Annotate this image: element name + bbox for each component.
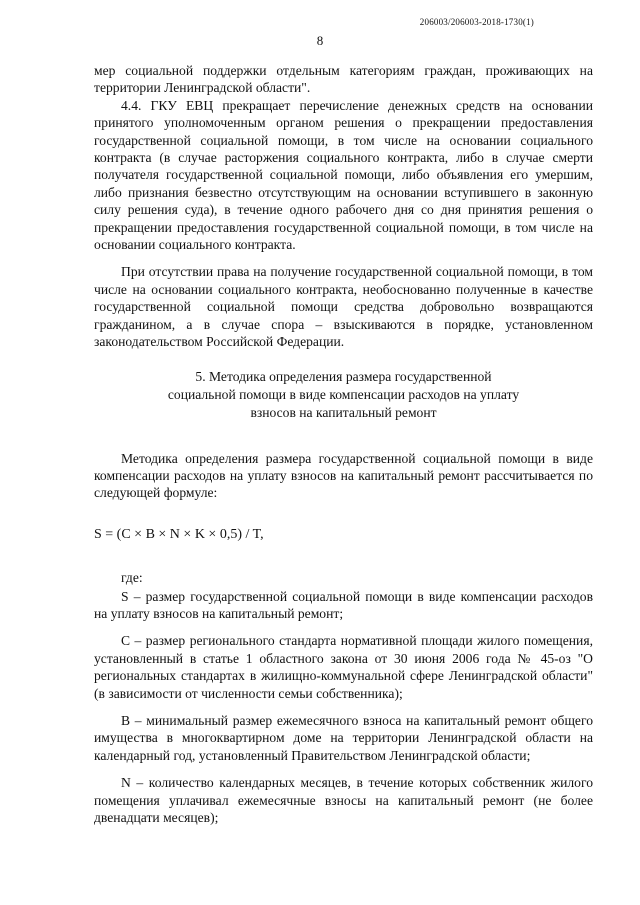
document-body [94, 62, 593, 826]
formula: S = (C × B × N × K × 0,5) / T, [94, 526, 264, 542]
section-5-heading [94, 368, 593, 422]
where-label: где: [121, 570, 143, 586]
definition-c: С – размер регионального стандарта нормативной площади жилого помещения, установленный в статье 1 областного закона от 30 июня 2006 года № 45-оз "О региональных стандартах в жилищно-коммунальной сфере Ленинградской области" (в зависимости от численности семьи собственника); [94, 633, 593, 701]
paragraph-continuation: мер социальной поддержки отдельным категориям граждан, проживающих на территории Ленинградской области". [94, 63, 593, 96]
paragraph-absence-of-right: При отсутствии права на получение государственной социальной помощи, в том числе на основании социального контракта, необоснованно полученные в качестве государственной социальной помощи средства добровольно возвращаются гражданином, а в случае спора – взыскиваются в порядке, установленном законодательством Российской Федерации. [94, 264, 593, 350]
section-heading-line-1: 5. Методика определения размера государственной [195, 368, 492, 384]
definition-b: В – минимальный размер ежемесячного взноса на капитальный ремонт общего имущества в многоквартирном доме на территории Ленинградской области на календарный год, установленный Правительством Ленинградской области; [94, 712, 593, 763]
definition-n: N – количество календарных месяцев, в течение которых собственник жилого помещения уплачивал ежемесячные взносы на капитальный ремонт (не более двенадцати месяцев); [94, 775, 593, 825]
section-heading-line-2: социальной помощи в виде компенсации расходов на уплату [167, 386, 520, 402]
paragraph-methodology-intro: Методика определения размера государственной социальной помощи в виде компенсации расходов на уплату взносов на капитальный ремонт рассчитывается по следующей формуле: [94, 450, 593, 501]
document-stamp: 206003/206003-2018-1730(1) [419, 17, 534, 27]
paragraph-4-4: 4.4. ГКУ ЕВЦ прекращает перечисление денежных средств на основании принятого уполномоченным органом решения о прекращении предоставления государственной социальной помощи, в том числе на основании социального контракта (в случае расторжения социального контракта, либо в случае смерти получателя государственной социальной помощи, либо объявления его умершим, либо признания безвестно отсутствующим на основании вступившего в законную силу решения суда), в течение одного рабочего дня со дня принятия решения о прекращении предоставления государственной социальной помощи, в том числе на основании социального контракта. [94, 97, 593, 253]
definition-s: S – размер государственной социальной помощи в виде компенсации расходов на уплату взносов на капитальный ремонт; [94, 588, 593, 621]
page-number: 8 [316, 33, 324, 48]
section-heading-line-3: взносов на капитальный ремонт [250, 404, 437, 420]
